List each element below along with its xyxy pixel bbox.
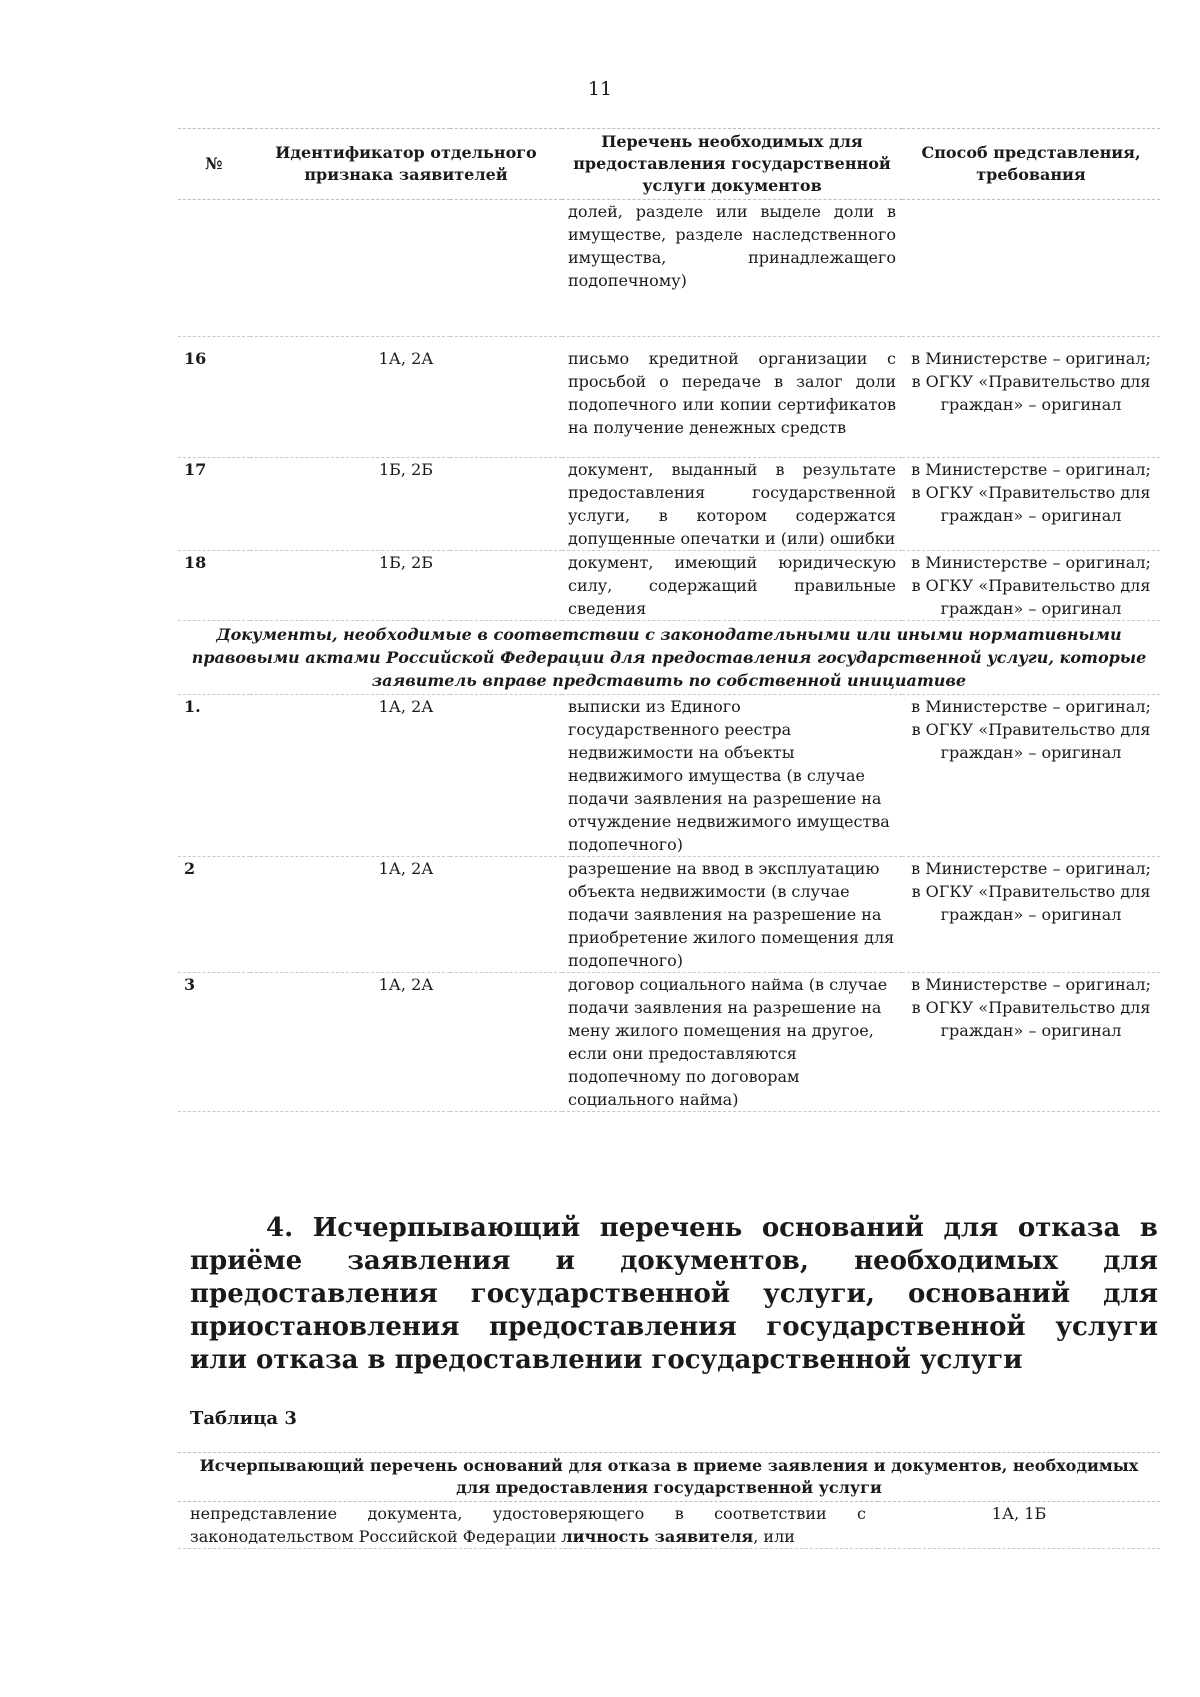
row-document: документ, имеющий юридическую силу, содержащий правильные сведения xyxy=(562,551,902,621)
header-identifier: Идентификатор отдельного признака заявителей xyxy=(250,129,562,200)
row-identifier: 1Б, 2Б xyxy=(250,458,562,551)
row-num: 3 xyxy=(178,973,250,1112)
row-method: в Министерстве – оригинал; в ОГКУ «Правительство для граждан» – оригинал xyxy=(902,857,1160,973)
row-document: договор социального найма (в случае подачи заявления на разрешение на мену жилого помещения на другое, если они предоставляются подопечному по договорам социального найма) xyxy=(562,973,902,1112)
section-row-1 xyxy=(178,695,1160,857)
table-row-17 xyxy=(178,458,1160,551)
applicant-identifiers: 1А, 1Б xyxy=(878,1502,1160,1549)
table3-header: Исчерпывающий перечень оснований для отказа в приеме заявления и документов, необходимых для предоставления государственной услуги xyxy=(178,1453,1160,1502)
section-title-row xyxy=(178,621,1160,695)
row-document: выписки из Единого государственного реестра недвижимости на объекты недвижимого имущества (в случае подачи заявления на разрешение на отчуждение недвижимого имущества подопечного) xyxy=(562,695,902,857)
table-header-row xyxy=(178,129,1160,200)
table-row-16 xyxy=(178,337,1160,458)
row-identifier: 1Б, 2Б xyxy=(250,551,562,621)
header-num: № xyxy=(178,129,250,200)
table-row-18 xyxy=(178,551,1160,621)
row-document: документ, выданный в результате предоставления государственной услуги, в котором содержатся допущенные опечатки и (или) ошибки xyxy=(562,458,902,551)
row-method: в Министерстве – оригинал; в ОГКУ «Правительство для граждан» – оригинал xyxy=(902,337,1160,458)
section-row-3 xyxy=(178,973,1160,1112)
section-row-2 xyxy=(178,857,1160,973)
table-row-continuation xyxy=(178,200,1160,337)
table3-row xyxy=(178,1502,1160,1549)
page-number: 11 xyxy=(587,78,613,100)
row-num: 2 xyxy=(178,857,250,973)
row-num: 1. xyxy=(178,695,250,857)
reason-emphasis: личность заявителя xyxy=(561,1527,754,1546)
row-identifier: 1А, 2А xyxy=(250,337,562,458)
continuation-text: долей, разделе или выделе доли в имуществе, разделе наследственного имущества, принадлежащего подопечному) xyxy=(562,200,902,337)
row-identifier: 1А, 2А xyxy=(250,973,562,1112)
row-document: письмо кредитной организации с просьбой о передаче в залог доли подопечного или копии сертификатов на получение денежных средств xyxy=(562,337,902,458)
row-method: в Министерстве – оригинал; в ОГКУ «Правительство для граждан» – оригинал xyxy=(902,695,1160,857)
header-documents: Перечень необходимых для предоставления государственной услуги документов xyxy=(562,129,902,200)
row-document: разрешение на ввод в эксплуатацию объекта недвижимости (в случае подачи заявления на разрешение на приобретение жилого помещения для подопечного) xyxy=(562,857,902,973)
section-heading: 4. Исчерпывающий перечень оснований для отказа в приёме заявления и документов, необходимых для предоставления государственной услуги, оснований для приостановления предоставления государственной услуги или отказа в предоставлении государственной услуги xyxy=(190,1213,1158,1375)
reason-text: непредставление документа, удостоверяющего в соответствии с законодательством Российской Федерации xyxy=(190,1504,866,1546)
row-num: 16 xyxy=(178,337,250,458)
row-method: в Министерстве – оригинал; в ОГКУ «Правительство для граждан» – оригинал xyxy=(902,458,1160,551)
documents-table xyxy=(178,128,1160,1112)
row-method: в Министерстве – оригинал; в ОГКУ «Правительство для граждан» – оригинал xyxy=(902,973,1160,1112)
row-num: 17 xyxy=(178,458,250,551)
header-method: Способ представления, требования xyxy=(902,129,1160,200)
reason-text-end: , или xyxy=(753,1527,795,1546)
row-num: 18 xyxy=(178,551,250,621)
row-method: в Министерстве – оригинал; в ОГКУ «Правительство для граждан» – оригинал xyxy=(902,551,1160,621)
refusal-reason xyxy=(178,1502,878,1549)
section-title: Документы, необходимые в соответствии с законодательными или иными нормативными правовыми актами Российской Федерации для предоставления государственной услуги, которые заявитель вправе представить по собственной инициативе xyxy=(178,621,1160,695)
table-label: Таблица 3 xyxy=(190,1408,297,1429)
table3-header-row xyxy=(178,1453,1160,1502)
refusal-grounds-table xyxy=(178,1452,1160,1549)
row-identifier: 1А, 2А xyxy=(250,695,562,857)
row-identifier: 1А, 2А xyxy=(250,857,562,973)
